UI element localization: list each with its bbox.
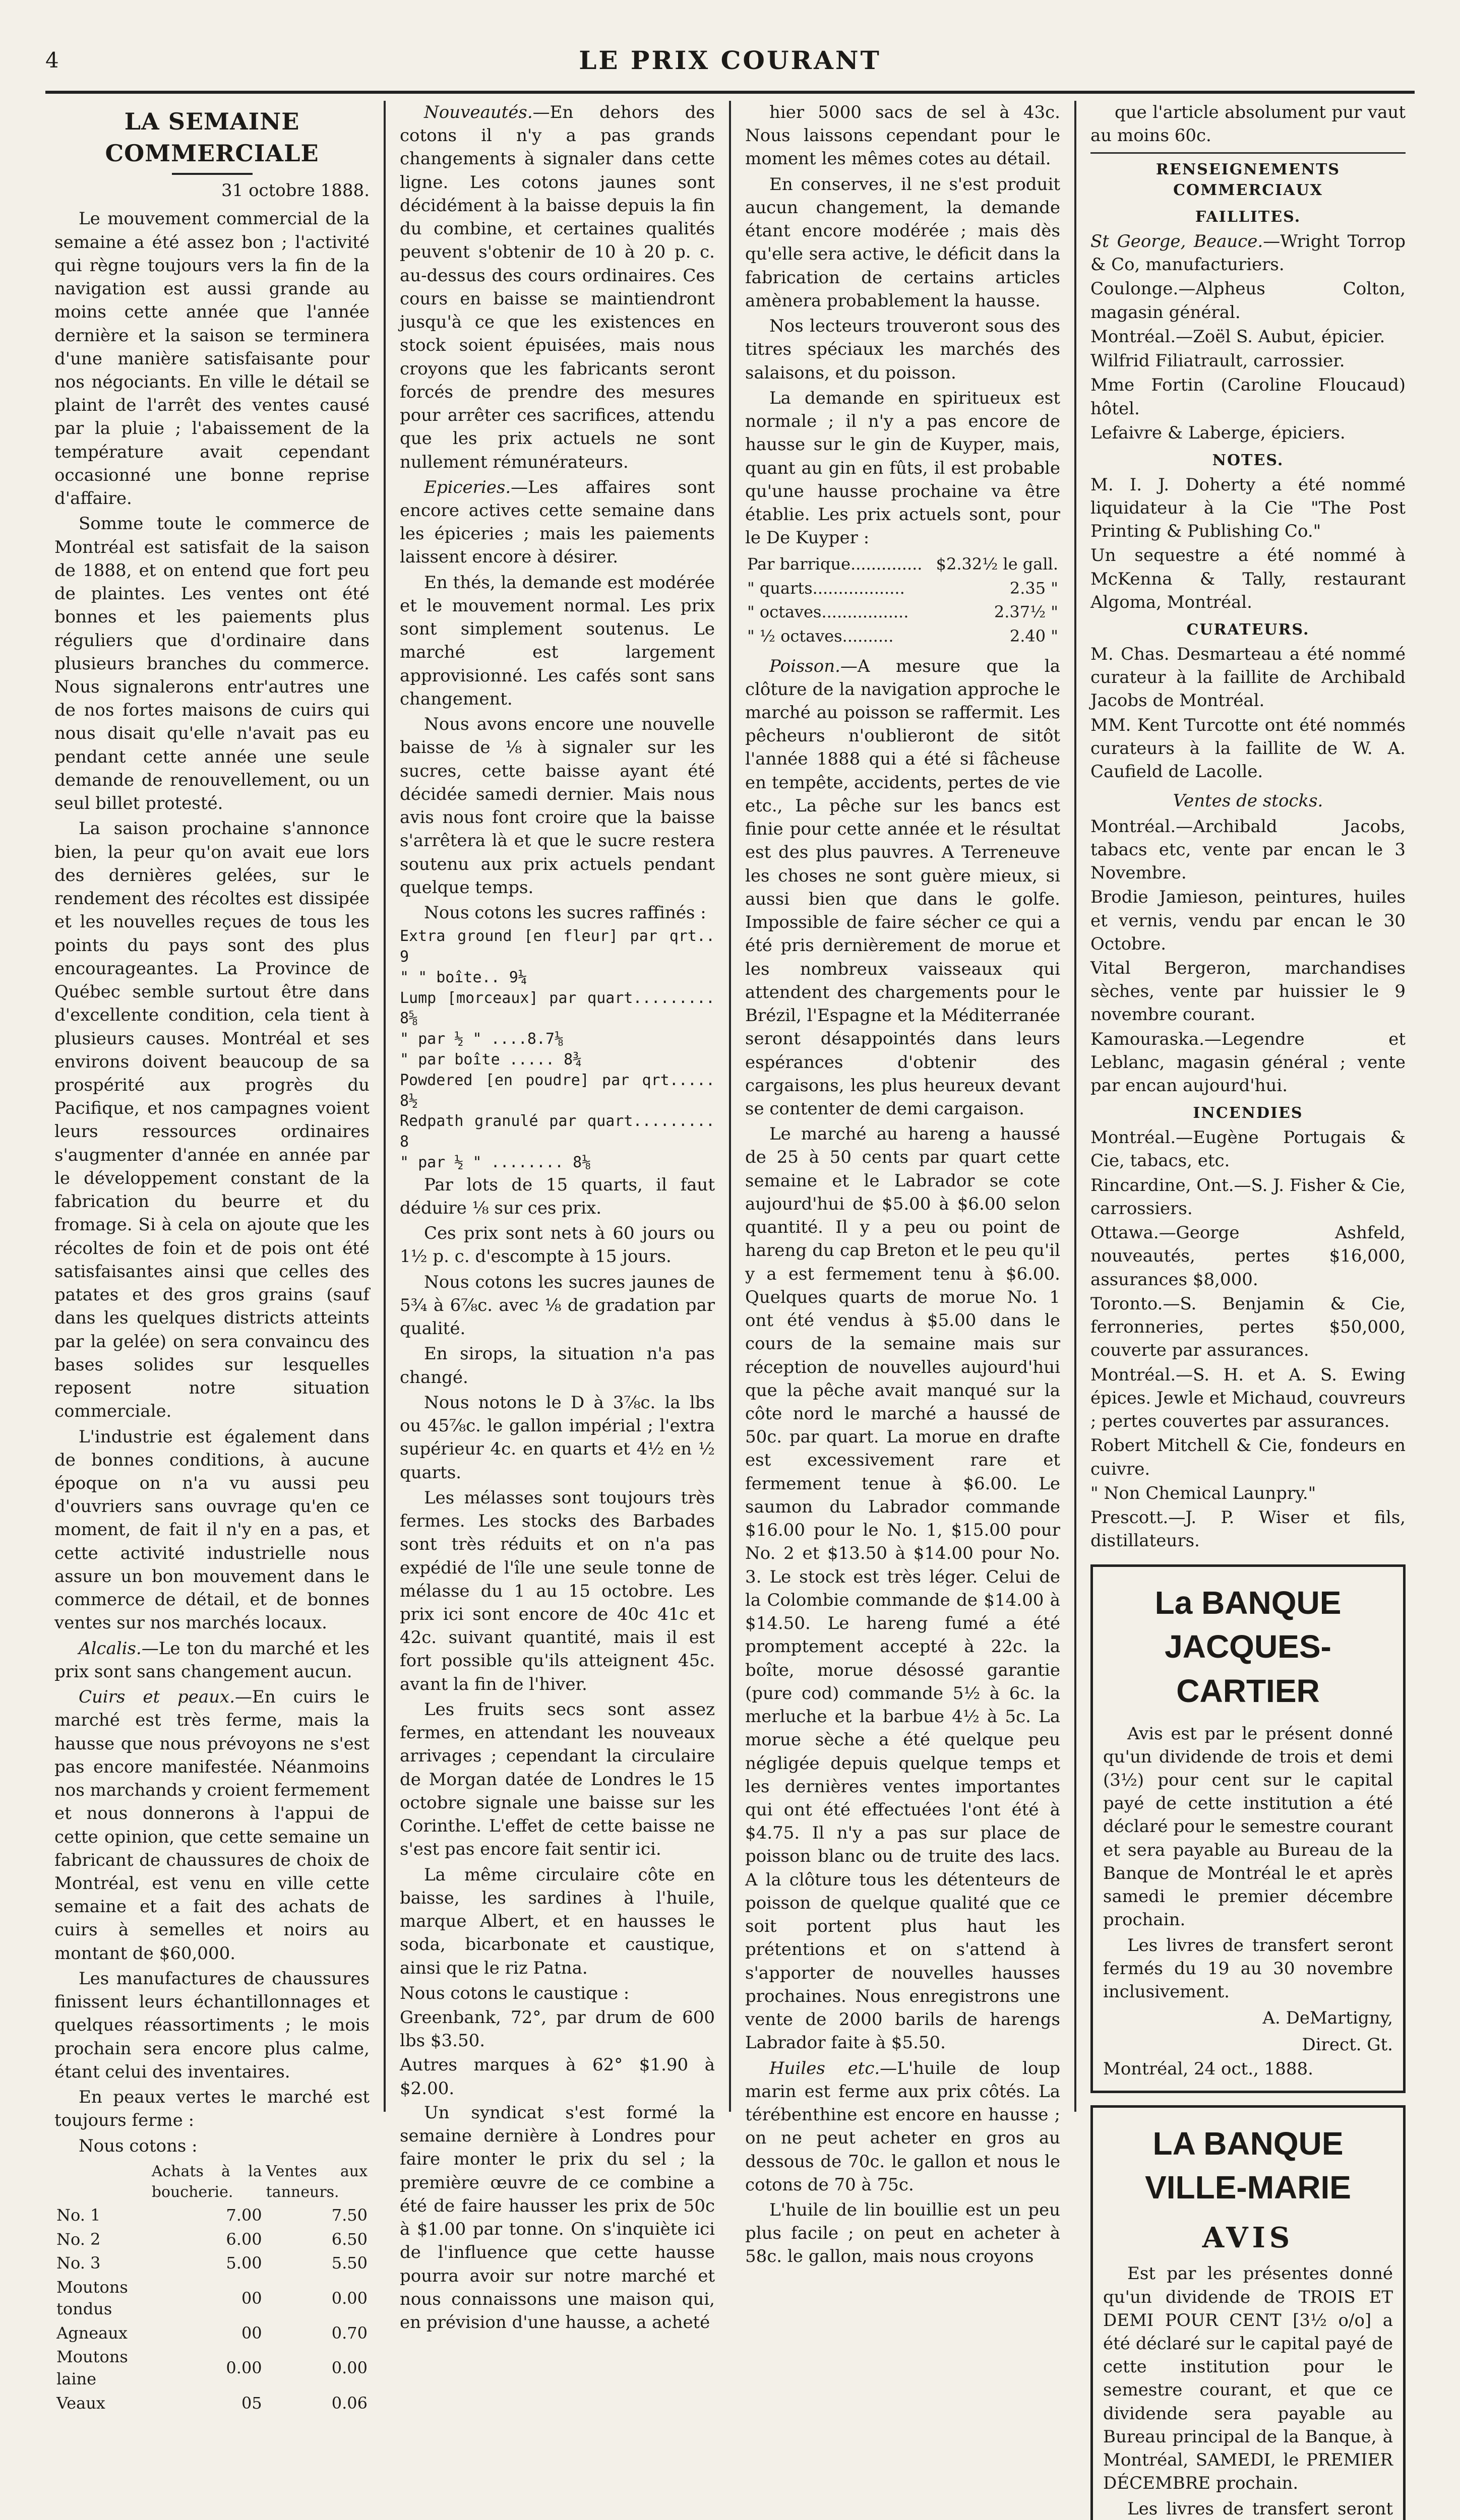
paragraph: La même circulaire côte en baisse, les sardines à l'huile, marque Albert, et en hausses le soda, bicarbonate et caustique, ainsi que le riz Patna. <box>400 1864 715 1978</box>
price-line: " par ½ " ........ 8⅛ <box>400 1153 591 1171</box>
paragraph: Par lots de 15 quarts, il faut déduire ⅛ sur ces prix. <box>400 1174 715 1218</box>
list-text: —Wright Torrop & Co, manufacturiers. <box>1090 231 1406 275</box>
table-cell: " octaves................. <box>747 602 909 622</box>
incendies-list <box>1090 1126 1406 1552</box>
paragraph-text: —A mesure que la clôture de la navigation approche le marché au poisson se raffermit. Les pêcheurs n'oublieront de sitôt l'année 1888 qui a été si fâcheuse en tempête, accidents, pertes de vie etc., La pêche sur les bancs est finie pour cette année et le résultat est des plus pauvres. A Terreneuve les choses ne sont guère mieux, si aussi bien que dans le golfe. Impossible de faire sécher ce qui a été pris dernièrement de morue et les nombreux vaisseaux qui attendent des chargements pour le Brézil, l'Espagne et la Méditerranée seront désappointés dans leurs espérances d'obtenir des cargaisons, les plus heureux devant se contenter de demi cargaison. <box>745 656 1060 1119</box>
table-row <box>745 624 1060 649</box>
newspaper-title: LE PRIX COURANT <box>579 45 881 75</box>
paragraph: Les livres de transfert seront fermés du 19 au 30 novembre inclusivement. <box>1103 1935 1393 2002</box>
table-cell: 0.00 <box>226 2358 262 2378</box>
paragraph: Le marché au hareng a haussé de 25 à 50 cents par quart cette semaine et le Labrador se cote aujourd'hui de $5.00 à $6.00 selon quantité. Il y a peu ou point de hareng du cap Breton et le peu qu'il y a est fermement tenu à $6.00. Quelques quarts de morue No. 1 ont été vendus à $5.00 dans le cours de la semaine mais sur réception de nouvelles aujourd'hui que la pêche avait manqué sur la côte nord le marché a haussé de 50c. par quart. La morue en drafte est excessivement rare et fermement tenue à $6.00. Le saumon du Labrador commande $16.00 pour le No. 1, $15.00 pour No. 2 et $13.50 à $14.00 pour No. 3. Le stock est très léger. Celui de la Colombie commande de $14.00 à $14.50. Le hareng fumé a été promptement accepté à 22c. la boîte, morue désossé garantie (pure cod) commande 5½ à 6c. la merluche et la barbue 4½ à 5c. La morue sèche a été quelque peu négligée depuis quelque temps et les dernières ventes importantes qui ont été effectuées l'ont été à $4.75. Il n'y a pas sur place de poisson blanc ou de truite des lacs. A la clôture tous les détenteurs de poisson de quelque qualité que ce soit portent plus haut les prétentions et on s'attend à s'apporter de nouvelles hausses prochaines. Nous enregistrons une vente de 2000 barils de harengs Labrador faite à $5.50. <box>745 1124 1060 2053</box>
price-line: " par boîte ..... 8¾ <box>400 1050 582 1068</box>
paragraph: Somme toute le commerce de Montréal est satisfait de la saison de 1888, et on entend que fort peu de plaintes. Les ventes ont été bonnes et les paiements plus réguliers que d'ordinaire dans plusieurs branches du commerce. Nous signalerons entr'autres une de nos fortes maisons de cuirs qui nous disait qu'elle n'avait pas eu pendant cette année une seule demande de renouvellement, ou un seul billet protesté. <box>54 514 370 814</box>
table-row <box>54 2203 370 2228</box>
price-line: Redpath granulé par quart......... 8 <box>400 1112 715 1151</box>
sugar-price-list <box>400 926 715 1173</box>
list-item: M. Chas. Desmarteau a été nommé curateur à la faillite de Archibald Jacobs de Montréal. <box>1090 644 1406 711</box>
table-header: Ventes aux tanneurs. <box>266 2162 368 2201</box>
paragraph: Nous cotons les sucres raffinés : <box>424 902 706 923</box>
table-cell: 0.06 <box>331 2393 368 2413</box>
column-1 <box>40 101 386 2413</box>
list-text: Wilfrid Filiatrault, carrossier. <box>1090 351 1345 371</box>
table-cell: Moutons tondus <box>56 2277 128 2319</box>
subhead: Poisson. <box>769 656 840 676</box>
paragraph: En peaux vertes le marché est toujours ferme : <box>54 2087 370 2131</box>
table-cell: 0.00 <box>331 2358 368 2378</box>
paragraph: Nous avons encore une nouvelle baisse de ⅛ à signaler sur les sucres, cette baisse ayant été décidée samedi dernier. Mais nous avis nous font croire que la baisse s'arrêtera là et que le sucre restera soutenu aux prix actuels pendant quelque temps. <box>400 714 715 898</box>
paragraph <box>745 655 1060 1121</box>
paragraph: Nous cotons le caustique : <box>400 1983 630 2003</box>
paragraph: Les fruits secs sont assez fermes, en attendant les nouveaux arrivages ; cependant la circulaire de Morgan datée de Londres le 15 octobre signale une baisse sur les Corinthe. L'effet de cette baisse ne s'est pas encore fait sentir ici. <box>400 1699 715 1860</box>
table-cell: 5.00 <box>226 2253 262 2273</box>
paragraph: Ces prix sont nets à 60 jours ou 1½ p. c. d'escompte à 15 jours. <box>400 1223 715 1267</box>
list-item: Kamouraska.—Legendre et Leblanc, magasin général ; vente par encan aujourd'hui. <box>1090 1029 1406 1096</box>
column-4 <box>1076 101 1420 2519</box>
price-line: " par ½ " ....8.7⅛ <box>400 1030 564 1048</box>
table-header <box>54 2161 150 2204</box>
notice-date: Montréal, 24 oct., 1888. <box>1103 2058 1313 2079</box>
column-2 <box>386 101 731 2333</box>
bank-title: La BANQUE JACQUES-CARTIER <box>1154 1585 1342 1709</box>
list-item: Ottawa.—George Ashfeld, nouveautés, pertes $16,000, assurances $8,000. <box>1090 1223 1406 1290</box>
faillites-list <box>1090 230 1406 445</box>
list-item: Robert Mitchell & Cie, fondeurs en cuivre. <box>1090 1435 1406 1479</box>
table-cell: 2.35 " <box>1009 578 1058 598</box>
paragraph: L'huile de lin bouillie est un peu plus facile ; on peut en acheter à 58c. le gallon, mais nous croyons <box>745 2199 1060 2267</box>
list-item: MM. Kent Turcotte ont été nommés curateurs à la faillite de W. A. Caufield de Lacolle. <box>1090 715 1406 782</box>
table-cell: Moutons laine <box>56 2347 128 2388</box>
table-row <box>54 2391 370 2416</box>
signature: A. DeMartigny, <box>1262 2008 1393 2029</box>
paragraph: En conserves, il ne s'est produit aucun changement, la demande étant encore modérée ; mais dès qu'elle sera active, le déficit dans la fabrication de certains articles amènera probablement la hausse. <box>745 174 1060 311</box>
price-line: Lump [morceaux] par quart......... 8⅝ <box>400 989 715 1028</box>
list-item <box>1090 325 1406 348</box>
signature-title: Direct. Gt. <box>1302 2034 1393 2055</box>
table-cell: " ½ octaves.......... <box>747 626 894 646</box>
subhead: Epiceries. <box>424 477 511 497</box>
paragraph: Greenbank, 72°, par drum de 600 lbs $3.50. <box>400 2007 715 2051</box>
paragraph <box>400 101 715 474</box>
table-cell: 00 <box>241 2288 262 2308</box>
subhead: Cuirs et peaux. <box>79 1687 235 1708</box>
table-cell: 2.40 " <box>1009 626 1058 646</box>
table-header: Achats à la boucherie. <box>151 2162 262 2201</box>
paragraph <box>54 1637 370 1683</box>
list-text: Coulonge.—Alpheus Colton, magasin général. <box>1090 279 1406 323</box>
table-cell: 00 <box>241 2323 262 2343</box>
list-item: Un sequestre a été nommé à McKenna & Tally, restaurant Algoma, Montréal. <box>1090 545 1406 612</box>
paragraph-text: —En cuirs le marché est très ferme, mais la hausse que nous prévoyons ne s'est pas encore manifestée. Néanmoins nos marchands y croient fermement et nous donnerons à l'appui de cette opinion, que cette semaine un fabricant de chaussures de choix de Montréal, est venu en ville cette semaine et a fait des achats de cuirs à semelles et noirs au montant de $60,000. <box>54 1687 370 1964</box>
table-cell: 6.50 <box>331 2229 368 2249</box>
list-item: M. I. J. Doherty a été nommé liquidateur à la Cie "The Post Printing & Publishing Co." <box>1090 474 1406 542</box>
columns <box>40 101 1420 2519</box>
table-cell: Agneaux <box>56 2323 128 2343</box>
price-line: Extra ground [en fleur] par qrt.. 9 <box>400 927 715 966</box>
list-item: " Non Chemical Launpry." <box>1090 1483 1316 1503</box>
paragraph: Nous cotons les sucres jaunes de 5¾ à 6⅞c. avec ⅛ de gradation par qualité. <box>400 1272 715 1339</box>
place-name: St George, Beauce. <box>1090 231 1263 251</box>
paragraph: Le mouvement commercial de la semaine a été assez bon ; l'activité qui règne toujours vers la fin de la navigation est aussi grande au moins cette année que l'année dernière et la saison se terminera d'une manière satisfaisante pour nos négociants. En ville le détail se plaint de l'arrêt des ventes causé par la pluie ; l'abaissement de la température avait cependant occasionné une bonne reprise d'affaire. <box>54 209 370 509</box>
paragraph: Est par les présentes donné qu'un dividende de TROIS ET DEMI POUR CENT [3½ o/o] a été déclaré sur le capital payé de cette institution pour le semestre courant, et que ce dividende sera payable au Bureau principal de la Banque, à Montréal, SAMEDI, le PREMIER DÉCEMBRE prochain. <box>1103 2263 1393 2494</box>
table-cell: 0.70 <box>331 2323 368 2343</box>
table-cell: 7.50 <box>331 2206 368 2225</box>
table-cell: No. 2 <box>56 2229 101 2249</box>
divider <box>1090 152 1406 154</box>
list-item <box>1090 421 1406 445</box>
paragraph: En thés, la demande est modérée et le mouvement normal. Les prix sont simplement soutenus. Le marché est largement approvisionné. Les cafés sont sans changement. <box>400 572 715 709</box>
paragraph: L'industrie est également dans de bonnes conditions, à aucune époque on n'a vu aussi peu d'ouvriers sans ouvrage qu'en ce moment, de fait il n'y en a pas, et cette activité industrielle nous assure un bon mouvement dans le commerce de détail, et de bonnes ventes sur nos marchés locaux. <box>54 1426 370 1633</box>
list-item: Brodie Jamieson, peintures, huiles et vernis, vendu par encan le 30 Octobre. <box>1090 887 1406 954</box>
paragraph: que l'article absolument pur vaut au moins 60c. <box>1090 102 1406 146</box>
table-cell: 5.50 <box>331 2253 368 2273</box>
table-row <box>54 2345 370 2391</box>
list-item: Rincardine, Ont.—S. J. Fisher & Cie, carrossiers. <box>1090 1175 1406 1219</box>
list-item <box>1090 277 1406 324</box>
list-item: Montréal.—Eugène Portugais & Cie, tabacs, etc. <box>1090 1127 1406 1171</box>
table-cell: 05 <box>241 2393 262 2413</box>
list-item: Prescott.—J. P. Wiser et fils, distillateurs. <box>1090 1507 1406 1551</box>
divider <box>172 173 253 175</box>
paragraph: Nos lecteurs trouveront sous des titres spéciaux les marchés des salaisons, et du poisson. <box>745 316 1060 383</box>
paragraph: Un syndicat s'est formé la semaine dernière à Londres pour faire monter le prix du sel ; la première œuvre de ce combine a été de faire hausser les prix de 50c à $1.00 par tonne. On s'inquiète ici de l'influence que cette hausse pourra avoir sur notre marché et nous connaissons une maison qui, en prévision d'une hausse, a acheté <box>400 2102 715 2333</box>
table-row <box>54 2321 370 2346</box>
table-row <box>745 577 1060 601</box>
paragraph <box>54 1685 370 1965</box>
section-heading: LA SEMAINE COMMERCIALE <box>105 108 319 167</box>
price-line: Powdered [en poudre] par qrt..... 8½ <box>400 1071 715 1110</box>
list-item <box>1090 349 1406 372</box>
notice-avis: AVIS <box>1202 2221 1294 2255</box>
table-row <box>745 600 1060 624</box>
table-cell: 2.37½ " <box>994 602 1058 622</box>
table-cell: 0.00 <box>331 2288 368 2308</box>
paragraph: Les livres de transfert seront <box>1127 2498 1393 2519</box>
subhead: Alcalis. <box>79 1638 142 1659</box>
curateurs-list <box>1090 643 1406 783</box>
subsection-heading: FAILLITES. <box>1195 208 1301 226</box>
section-heading: RENSEIGNEMENTS COMMERCIAUX <box>1155 161 1341 200</box>
table-cell: $2.32½ le gall. <box>936 554 1058 574</box>
dateline: 31 octobre 1888. <box>221 180 370 201</box>
list-text: Lefaivre & Laberge, épiciers. <box>1090 422 1346 443</box>
paragraph: La saison prochaine s'annonce bien, la peur qu'on avait eue lors des dernières gelées, sur le rendement des récoltes est dissipée et les nouvelles reçues de tous les points du pays sont des plus encourageantes. La Province de Québec semble surtout être dans d'excellente condition, cela tient à plusieurs causes. Montréal et ses environs doivent beaucoup de sa prospérité aux progrès du Pacifique, et nos campagnes voient leurs ressources ordinaires s'augmenter d'année en année par le développement constant de la fabrication du beurre et du fromage. Si à cela on ajoute que les récoltes de foin et de pois ont été satisfaisantes ainsi que celles des patates et des gros grains (sauf dans les quelques districts atteints par la gelée) on sera convaincu des bases solides sur lesquelles reposent notre situation commerciale. <box>54 818 370 1422</box>
paragraph-text: —Les affaires sont encore actives cette semaine dans les épiceries ; mais les paiements laissent encore à désirer. <box>400 477 715 568</box>
paragraph <box>745 2057 1060 2196</box>
table-title: Nous cotons : <box>79 2135 198 2156</box>
paragraph: En sirops, la situation n'a pas changé. <box>400 1344 715 1388</box>
bank-notice-ville-marie <box>1090 2105 1406 2520</box>
table-row <box>54 2251 370 2276</box>
paragraph: La demande en spiritueux est normale ; il n'y a pas encore de hausse sur le gin de Kuyper, mais, quant au gin en fûts, il est probable qu'une hausse prochaine va être établie. Les prix actuels sont, pour le De Kuyper : <box>745 388 1060 548</box>
subsection-heading: Ventes de stocks. <box>1173 791 1323 811</box>
paragraph-text: —Le ton du marché et les prix sont sans changement aucun. <box>54 1638 370 1682</box>
list-text: Mme Fortin (Caroline Floucaud) hôtel. <box>1090 375 1406 419</box>
page-number: 4 <box>45 48 59 73</box>
list-item <box>1090 230 1406 276</box>
subsection-heading: CURATEURS. <box>1186 621 1310 639</box>
table-cell: No. 3 <box>56 2253 101 2273</box>
paragraph: hier 5000 sacs de sel à 43c. Nous laissons cependant pour le moment les mêmes cotes au détail. <box>745 102 1060 169</box>
subsection-heading: NOTES. <box>1212 451 1284 469</box>
table-row <box>745 552 1060 577</box>
paragraph-text: —L'huile de loup marin est ferme aux prix côtés. La térébenthine est encore en hausse ; on ne peut acheter en gros au dessous de 70c. le gallon et nous le cotons de 70 à 75c. <box>745 2058 1060 2195</box>
paragraph: Nous notons le D à 3⅞c. la lbs ou 45⅞c. le gallon impérial ; l'extra supérieur 4c. en quarts et 4½ en ½ quarts. <box>400 1392 715 1483</box>
hides-price-table <box>54 2161 370 2415</box>
subhead: Nouveautés. <box>424 102 533 122</box>
paragraph: Les mélasses sont toujours très fermes. Les stocks des Barbades sont très réduits et on n'a pas expédié de l'île une seule tonne de mélasse du 1 au 15 octobre. Les prix ici sont encore de 40c 41c et 42c. suivant quantité, mais il est fort possible qu'ils atteignent 45c. avant la fin de l'hiver. <box>400 1487 715 1694</box>
list-item: Vital Bergeron, marchandises sèches, vente par huissier le 9 novembre courant. <box>1090 958 1406 1025</box>
table-row <box>54 2228 370 2252</box>
table-cell: Veaux <box>56 2393 105 2413</box>
paragraph: Les manufactures de chaussures finissent leurs échantillonnages et quelques réassortiments ; le mois prochain sera encore plus calme, étant celui des inventaires. <box>54 1968 370 2082</box>
paragraph <box>400 476 715 569</box>
paragraph-text: —En dehors des cotons il n'y a pas grands changements à signaler dans cette ligne. Les cotons jaunes sont décidément à la baisse depuis la fin du combine, et certaines qualités peuvent s'obtenir de 10 à 20 p. c. au-dessus des cours ordinaires. Ces cours en baisse se maintiendront jusqu'à ce que les existences en stock soient épuisées, mais nous croyons que les fabricants seront forcés de prendre des mesures pour arrêter ces sacrifices, attendu que les prix actuels ne sont nullement rémunérateurs. <box>400 102 715 472</box>
list-item: Montréal.—S. H. et A. S. Ewing épices. Jewle et Michaud, couvreurs ; pertes couvertes par assurances. <box>1090 1364 1406 1432</box>
table-cell: 6.00 <box>226 2229 262 2249</box>
column-3 <box>731 101 1076 2267</box>
table-row <box>54 2276 370 2321</box>
ventes-list <box>1090 815 1406 1098</box>
subhead: Huiles etc. <box>769 2058 880 2078</box>
table-cell: No. 1 <box>56 2206 101 2225</box>
gin-price-table <box>745 552 1060 648</box>
list-item: Toronto.—S. Benjamin & Cie, ferronneries, pertes $50,000, couverte par assurances. <box>1090 1293 1406 1361</box>
paragraph: Avis est par le présent donné qu'un dividende de trois et demi (3½) pour cent sur le capital payé de cette institution a été déclaré pour le semestre courant et sera payable au Bureau de la Banque de Montréal le et après samedi le premier décembre prochain. <box>1103 1723 1393 1930</box>
bank-title: LA BANQUE VILLE-MARIE <box>1145 2125 1351 2206</box>
list-item: Montréal.—Archibald Jacobs, tabacs etc, vente par encan le 3 Novembre. <box>1090 816 1406 884</box>
notes-list <box>1090 473 1406 614</box>
list-item <box>1090 373 1406 420</box>
table-cell: Par barrique.............. <box>747 554 923 574</box>
table-cell: " quarts.................. <box>747 578 905 598</box>
price-line: " " boîte.. 9¼ <box>400 968 527 986</box>
list-text: Montréal.—Zoël S. Aubut, épicier. <box>1090 326 1385 347</box>
table-cell: 7.00 <box>226 2206 262 2225</box>
paragraph: Autres marques à 62° $1.90 à $2.00. <box>400 2055 715 2099</box>
masthead <box>45 30 1415 94</box>
bank-notice-jacques-cartier <box>1090 1564 1406 2093</box>
subsection-heading: INCENDIES <box>1193 1104 1303 1122</box>
